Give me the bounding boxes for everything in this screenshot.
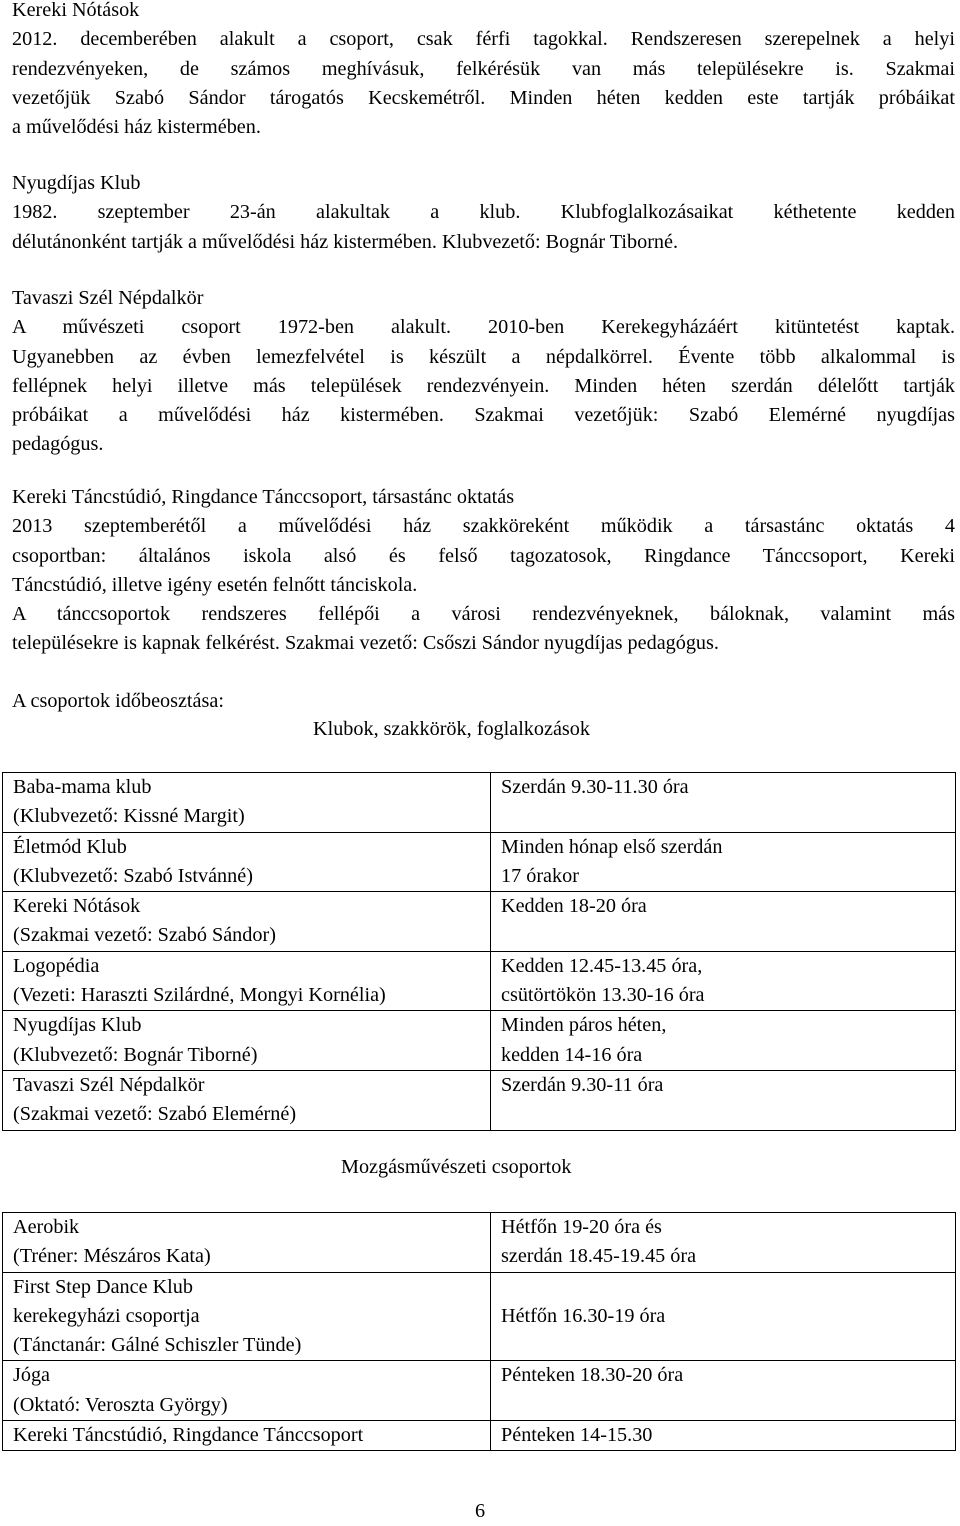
paragraph-line: 1982. szeptember 23-án alakultak a klub. Klubfoglalkozásaikat kéthetente kedden <box>12 201 955 224</box>
paragraph-line: Ugyanebben az évben lemezfelvétel is készült a népdalkörrel. Évente több alkalommal is <box>12 345 955 368</box>
group-cell <box>3 1361 491 1421</box>
paragraph-line: próbáikat a művelődési ház kistermében. Szakmai vezetőjük: Szabó Elemérné nyugdíjas <box>12 404 955 427</box>
group-cell <box>3 1272 491 1361</box>
table1-caption: Klubok, szakkörök, foglalkozások <box>313 718 590 740</box>
group-cell <box>3 832 491 892</box>
section-tavaszi-szel <box>12 284 955 460</box>
cell-line: Nyugdíjas Klub <box>13 1014 142 1037</box>
cell-line: csütörtökön 13.30-16 óra <box>501 984 705 1007</box>
table-row <box>3 1272 956 1361</box>
paragraph-line: vezetőjük Szabó Sándor tárogatós Kecskemétről. Minden héten kedden este tartják próbáikat <box>12 86 955 109</box>
cell-line: kerekegyházi csoportja <box>13 1304 200 1327</box>
section-title: Tavaszi Szél Népdalkör <box>12 287 204 309</box>
group-cell <box>3 1213 491 1273</box>
time-cell <box>491 1421 956 1451</box>
cell-line: Szerdán 9.30-11 óra <box>501 1073 664 1096</box>
section-tancstudio <box>12 483 955 659</box>
cell-line: 17 órakor <box>501 864 579 887</box>
paragraph-line: A tánccsoportok rendszeres fellépői a városi rendezvényeknek, báloknak, valamint más <box>12 603 955 626</box>
paragraph-line: Táncstúdió, illetve igény esetén felnőtt tánciskola. <box>12 573 418 596</box>
paragraph-line: 2012. decemberében alakult a csoport, csak férfi tagokkal. Rendszeresen szerepelnek a helyi <box>12 28 955 51</box>
paragraph-line: 2013 szeptemberétől a művelődési ház szakköreként működik a társastánc oktatás 4 <box>12 515 955 538</box>
table-row <box>3 832 956 892</box>
cell-line: Kereki Nótások <box>13 895 141 918</box>
cell-line: (Tréner: Mészáros Kata) <box>13 1245 211 1268</box>
paragraph-line: csoportban: általános iskola alsó és felső tagozatosok, Ringdance Tánccsoport, Kereki <box>12 544 955 567</box>
paragraph-line: településekre is kapnak felkérést. Szakmai vezető: Csőszi Sándor nyugdíjas pedagógus. <box>12 632 719 655</box>
table-row <box>3 1421 956 1451</box>
group-cell <box>3 1421 491 1451</box>
cell-line: Szerdán 9.30-11.30 óra <box>501 776 689 798</box>
section-title: Nyugdíjas Klub <box>12 172 141 194</box>
group-cell <box>3 1011 491 1071</box>
schedule-table-dance <box>2 1212 956 1451</box>
section-title: Kereki Nótások <box>12 0 140 21</box>
group-cell <box>3 892 491 952</box>
time-cell <box>491 892 956 952</box>
time-cell <box>491 1272 956 1361</box>
schedule-heading: A csoportok időbeosztása: <box>12 690 224 712</box>
table-row <box>3 951 956 1011</box>
page-number: 6 <box>474 1500 486 1522</box>
cell-line: kedden 14-16 óra <box>501 1043 643 1066</box>
cell-line: Minden páros héten, <box>501 1014 667 1037</box>
cell-line: (Oktató: Veroszta György) <box>13 1393 228 1416</box>
cell-line: Pénteken 14-15.30 <box>501 1424 653 1447</box>
group-cell <box>3 773 491 833</box>
table-row <box>3 773 956 833</box>
section-kereki-notasok <box>12 0 955 142</box>
time-cell <box>491 773 956 833</box>
cell-line: (Klubvezető: Kissné Margit) <box>13 805 245 828</box>
table-row <box>3 1070 956 1130</box>
cell-line: (Klubvezető: Bognár Tiborné) <box>13 1043 258 1066</box>
paragraph-line: A művészeti csoport 1972-ben alakult. 2010-ben Kerekegyházáért kitüntetést kaptak. <box>12 316 955 339</box>
table2-caption: Mozgásművészeti csoportok <box>341 1156 572 1178</box>
cell-line: Minden hónap első szerdán <box>501 835 723 858</box>
time-cell <box>491 1361 956 1421</box>
cell-line: Logopédia <box>13 954 100 977</box>
cell-line: Hétfőn 19-20 óra és <box>501 1216 662 1238</box>
cell-line: (Szakmai vezető: Szabó Elemérné) <box>13 1103 297 1126</box>
cell-line <box>501 1273 955 1302</box>
cell-line: (Tánctanár: Gálné Schiszler Tünde) <box>13 1334 302 1357</box>
cell-line: First Step Dance Klub <box>13 1275 193 1298</box>
table-row <box>3 1361 956 1421</box>
cell-line: Hétfőn 16.30-19 óra <box>501 1304 666 1327</box>
cell-line: Kedden 12.45-13.45 óra, <box>501 954 703 977</box>
time-cell <box>491 1011 956 1071</box>
cell-line: (Vezeti: Haraszti Szilárdné, Mongyi Kornélia) <box>13 984 386 1007</box>
time-cell <box>491 1070 956 1130</box>
section-nyugdijas-klub <box>12 169 955 257</box>
table-row <box>3 892 956 952</box>
paragraph-line: a művelődési ház kistermében. <box>12 116 261 139</box>
section-title: Kereki Táncstúdió, Ringdance Tánccsoport, társastánc oktatás <box>12 486 515 508</box>
group-cell <box>3 951 491 1011</box>
cell-line: Baba-mama klub <box>13 776 152 798</box>
cell-line: Pénteken 18.30-20 óra <box>501 1364 684 1387</box>
table-row <box>3 1213 956 1273</box>
cell-line: Aerobik <box>13 1216 80 1238</box>
cell-line: Tavaszi Szél Népdalkör <box>13 1073 205 1096</box>
cell-line: szerdán 18.45-19.45 óra <box>501 1245 697 1268</box>
cell-line: (Klubvezető: Szabó Istvánné) <box>13 864 253 887</box>
time-cell <box>491 1213 956 1273</box>
group-cell <box>3 1070 491 1130</box>
paragraph-line: rendezvényeken, de számos meghívásuk, felkérésük van más településekre is. Szakmai <box>12 57 955 80</box>
cell-line: Életmód Klub <box>13 835 127 858</box>
cell-line: (Szakmai vezető: Szabó Sándor) <box>13 924 276 947</box>
paragraph-line: pedagógus. <box>12 433 104 456</box>
cell-line: Jóga <box>13 1364 51 1387</box>
cell-line: Kedden 18-20 óra <box>501 895 647 918</box>
schedule-table-clubs <box>2 772 956 1131</box>
time-cell <box>491 832 956 892</box>
cell-line: Kereki Táncstúdió, Ringdance Tánccsoport <box>13 1424 364 1447</box>
table-row <box>3 1011 956 1071</box>
time-cell <box>491 951 956 1011</box>
paragraph-line: délutánonként tartják a művelődési ház kistermében. Klubvezető: Bognár Tiborné. <box>12 230 679 253</box>
paragraph-line: fellépnek helyi illetve más települések rendezvényein. Minden héten szerdán délelőtt tartják <box>12 374 955 397</box>
